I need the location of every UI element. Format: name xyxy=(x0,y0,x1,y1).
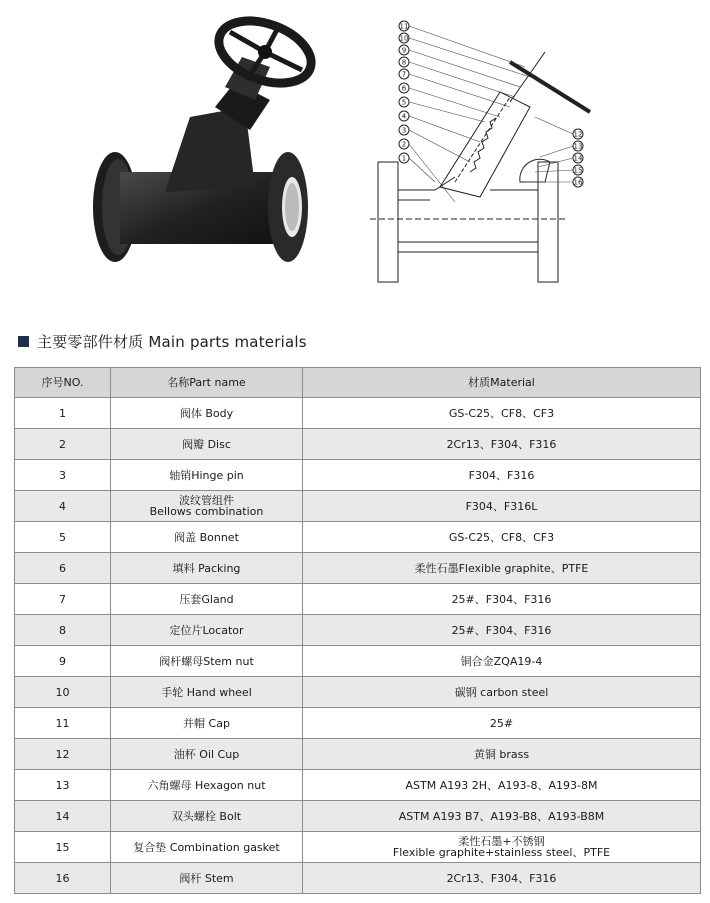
cell-part-name xyxy=(111,553,303,584)
cell-part-name xyxy=(111,491,303,522)
cell-material xyxy=(303,770,701,801)
cell-no: 6 xyxy=(15,553,111,584)
table-row xyxy=(15,677,701,708)
cell-no: 15 xyxy=(15,832,111,863)
svg-text:6: 6 xyxy=(401,84,407,93)
cell-no: 4 xyxy=(15,491,111,522)
cell-no: 8 xyxy=(15,615,111,646)
cell-material-line: GS-C25、CF8、CF3 xyxy=(448,530,555,544)
cell-material xyxy=(303,460,701,491)
cell-material-line: 柔性石墨+不锈钢 xyxy=(458,835,545,848)
svg-text:13: 13 xyxy=(573,142,583,151)
cell-material xyxy=(303,553,701,584)
svg-text:5: 5 xyxy=(401,98,407,107)
svg-text:15: 15 xyxy=(573,166,583,175)
table-row xyxy=(15,429,701,460)
svg-text:8: 8 xyxy=(401,58,407,67)
cell-material-line: 25#、F304、F316 xyxy=(451,592,552,606)
cell-material-line: 黄铜 brass xyxy=(473,747,530,761)
cell-part-name xyxy=(111,429,303,460)
cell-part-name-line: 阀体 Body xyxy=(179,406,234,420)
cell-material-line: ASTM A193 B7、A193-B8、A193-B8M xyxy=(398,809,605,823)
cell-material-line: 2Cr13、F304、F316 xyxy=(446,437,557,451)
cell-no: 11 xyxy=(15,708,111,739)
cell-part-name xyxy=(111,770,303,801)
svg-text:10: 10 xyxy=(399,34,409,43)
table-row xyxy=(15,863,701,894)
cell-part-name xyxy=(111,460,303,491)
table-row xyxy=(15,832,701,863)
cell-material xyxy=(303,522,701,553)
section-title: 主要零部件材质 Main parts materials xyxy=(37,332,307,351)
table-row xyxy=(15,615,701,646)
cell-part-name-line: 复合垫 Combination gasket xyxy=(133,840,280,854)
table-row xyxy=(15,739,701,770)
cell-material xyxy=(303,491,701,522)
cell-part-name-line: 轴销Hinge pin xyxy=(169,468,244,482)
cell-material xyxy=(303,801,701,832)
svg-text:9: 9 xyxy=(401,46,407,55)
cell-part-name-line: 填料 Packing xyxy=(172,561,241,575)
svg-text:16: 16 xyxy=(573,178,583,187)
cell-material-line: 25#、F304、F316 xyxy=(451,623,552,637)
cell-material-line: ASTM A193 2H、A193-8、A193-8M xyxy=(405,778,598,792)
cell-part-name xyxy=(111,801,303,832)
cell-material xyxy=(303,646,701,677)
cell-no: 14 xyxy=(15,801,111,832)
table-row xyxy=(15,553,701,584)
cell-no: 12 xyxy=(15,739,111,770)
cell-material-line: 碳钢 carbon steel xyxy=(454,685,549,699)
svg-text:2: 2 xyxy=(401,140,407,149)
cell-part-name-line: 手轮 Hand wheel xyxy=(161,685,252,699)
cell-part-name-line: 油杯 Oil Cup xyxy=(173,747,240,761)
cell-material xyxy=(303,708,701,739)
cell-no: 1 xyxy=(15,398,111,429)
cell-no: 13 xyxy=(15,770,111,801)
cell-part-name xyxy=(111,615,303,646)
table-row xyxy=(15,491,701,522)
cell-material xyxy=(303,739,701,770)
table-row xyxy=(15,398,701,429)
table-row xyxy=(15,460,701,491)
cell-no: 3 xyxy=(15,460,111,491)
cell-material-line: F304、F316 xyxy=(468,468,535,482)
table-row xyxy=(15,646,701,677)
valve-product-photo xyxy=(70,12,330,282)
header-no: 序号NO. xyxy=(15,368,111,398)
cell-part-name-line: 压套Gland xyxy=(179,592,234,606)
svg-text:12: 12 xyxy=(573,130,583,139)
header-material: 材质Material xyxy=(303,368,701,398)
cell-no: 2 xyxy=(15,429,111,460)
cell-part-name xyxy=(111,832,303,863)
cell-material-line: F304、F316L xyxy=(465,499,538,513)
table-row xyxy=(15,801,701,832)
table-row xyxy=(15,770,701,801)
valve-section-drawing xyxy=(360,12,600,297)
cell-part-name-line: 双头螺栓 Bolt xyxy=(171,809,242,823)
cell-part-name-line: 波纹管组件 xyxy=(179,494,234,507)
cell-material-line: 柔性石墨Flexible graphite、PTFE xyxy=(414,561,589,575)
cell-material-line: 25# xyxy=(489,716,514,730)
cell-material xyxy=(303,584,701,615)
cell-part-name-line: 六角螺母 Hexagon nut xyxy=(147,778,266,792)
cell-material-line: GS-C25、CF8、CF3 xyxy=(448,406,555,420)
cell-part-name xyxy=(111,677,303,708)
cell-part-name xyxy=(111,584,303,615)
header-part-name: 名称Part name xyxy=(111,368,303,398)
cell-material xyxy=(303,615,701,646)
cell-material-line: 2Cr13、F304、F316 xyxy=(446,871,557,885)
svg-text:14: 14 xyxy=(573,154,583,163)
cell-material-line: Flexible graphite+stainless steel、PTFE xyxy=(392,846,611,859)
table-row xyxy=(15,522,701,553)
svg-text:3: 3 xyxy=(401,126,407,135)
table-header-row xyxy=(15,368,701,398)
cell-part-name-line: 阀杆螺母Stem nut xyxy=(159,654,254,668)
cell-part-name xyxy=(111,863,303,894)
cell-part-name xyxy=(111,739,303,770)
cell-part-name-line: 并帽 Cap xyxy=(183,716,230,730)
cell-no: 7 xyxy=(15,584,111,615)
cell-no: 5 xyxy=(15,522,111,553)
svg-text:11: 11 xyxy=(399,22,409,31)
cell-part-name-line: 定位片Locator xyxy=(169,623,244,637)
parts-materials-table xyxy=(14,367,701,894)
cell-no: 9 xyxy=(15,646,111,677)
cell-part-name-line: 阀瓣 Disc xyxy=(182,437,231,451)
cell-part-name xyxy=(111,522,303,553)
cell-material xyxy=(303,832,701,863)
cell-material xyxy=(303,429,701,460)
section-heading xyxy=(18,330,307,352)
cell-part-name-line: 阀杆 Stem xyxy=(179,871,234,885)
cell-material xyxy=(303,398,701,429)
cell-part-name xyxy=(111,398,303,429)
svg-text:4: 4 xyxy=(401,112,407,121)
cell-part-name-line: 阀盖 Bonnet xyxy=(174,530,239,544)
svg-text:7: 7 xyxy=(401,70,407,79)
table-row xyxy=(15,584,701,615)
svg-text:1: 1 xyxy=(401,154,407,163)
heading-square-marker xyxy=(18,336,29,347)
cell-part-name-line: Bellows combination xyxy=(149,505,264,518)
cell-part-name xyxy=(111,646,303,677)
cell-material-line: 铜合金ZQA19-4 xyxy=(460,654,543,668)
cell-no: 16 xyxy=(15,863,111,894)
cell-no: 10 xyxy=(15,677,111,708)
cell-material xyxy=(303,677,701,708)
table-row xyxy=(15,708,701,739)
cell-part-name xyxy=(111,708,303,739)
cell-material xyxy=(303,863,701,894)
